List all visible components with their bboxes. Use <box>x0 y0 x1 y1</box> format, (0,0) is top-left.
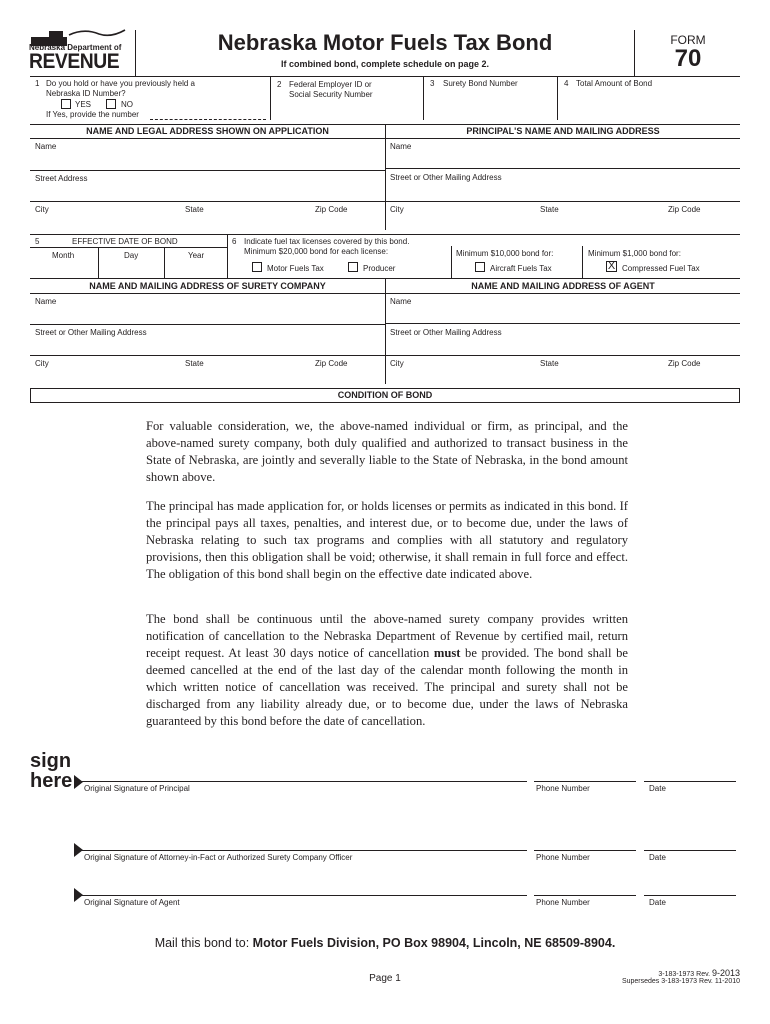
surety-heading: NAME AND MAILING ADDRESS OF SURETY COMPANY <box>89 281 326 291</box>
aircraft-fuels-checkbox[interactable] <box>475 262 485 272</box>
principal-phone-field[interactable] <box>534 781 636 782</box>
row5-top-border <box>30 234 740 235</box>
q1-no-label: NO <box>121 100 133 109</box>
q1-line2: Nebraska ID Number? <box>46 89 126 98</box>
day-label: Day <box>124 251 139 260</box>
condition-paragraph-3 <box>146 611 628 730</box>
compressed-fuel-checkbox[interactable]: X <box>607 260 616 272</box>
agent-signature-field[interactable] <box>80 895 527 896</box>
surety-street-field[interactable] <box>30 355 385 356</box>
row5-row6-divider <box>227 234 228 278</box>
min1k-label: Minimum $1,000 bond for: <box>588 249 681 258</box>
page-title: Nebraska Motor Fuels Tax Bond <box>217 30 553 55</box>
header-divider-left <box>135 30 136 76</box>
motor-fuels-checkbox[interactable] <box>252 262 262 272</box>
sign-label: sign <box>30 750 72 772</box>
principal-zip-label: Zip Code <box>668 205 701 214</box>
q1-no-checkbox[interactable] <box>106 99 116 109</box>
min10k-label: Minimum $10,000 bond for: <box>456 249 554 258</box>
dept-label: Nebraska Department of <box>29 43 122 52</box>
applicant-name-field[interactable] <box>30 170 385 171</box>
q2-line1: Federal Employer ID or <box>289 80 372 89</box>
producer-checkbox[interactable] <box>348 262 358 272</box>
supersedes-info: Supersedes 3-183-1973 Rev. 11-2010 <box>621 978 740 985</box>
agent-zip-label: Zip Code <box>668 359 701 368</box>
mail-instructions <box>0 936 770 950</box>
condition-paragraph-3b: be provided. The bond shall be deemed cancelled at the end of the last day of the calendar month following the month in which written notice of cancellation was received. The principal and surety shall not be discharged from any liability already due, or to become due, under the laws of Nebraska guaranteed by this bond before the date of cancellation. <box>146 646 628 728</box>
q2-line2: Social Security Number <box>289 90 373 99</box>
agent-city-label: City <box>390 359 404 368</box>
condition-heading-box <box>30 388 740 403</box>
agent-name-label: Name <box>390 297 412 306</box>
month-day-divider <box>98 247 99 278</box>
page-number: Page 1 <box>369 973 401 984</box>
surety-name-label: Name <box>35 297 57 306</box>
mail-prefix: Mail this bond to: <box>154 936 250 950</box>
revision-info <box>658 968 740 978</box>
principal-signature-label: Original Signature of Principal <box>84 784 190 793</box>
agent-street-field[interactable] <box>386 355 740 356</box>
q4-number: 4 <box>564 79 569 88</box>
principal-phone-label: Phone Number <box>536 784 590 793</box>
principal-name-label: Name <box>390 142 412 151</box>
surety-zip-label: Zip Code <box>315 359 348 368</box>
applicant-city-label: City <box>35 205 49 214</box>
here-label: here <box>30 770 73 792</box>
attorney-date-field[interactable] <box>644 850 736 851</box>
section1-center-divider <box>385 124 386 230</box>
agent-street-label: Street or Other Mailing Address <box>390 328 502 337</box>
attorney-date-label: Date <box>649 853 666 862</box>
agent-phone-field[interactable] <box>534 895 636 896</box>
q1-number: 1 <box>35 79 40 88</box>
motor-fuels-label: Motor Fuels Tax <box>267 264 324 273</box>
attorney-phone-field[interactable] <box>534 850 636 851</box>
header-divider-right <box>634 30 635 76</box>
q3-label: Surety Bond Number <box>443 79 518 88</box>
condition-paragraph-3a: The bond shall be continuous until the above-named surety company provides written notification of cancellation to the Nebraska Department of Revenue by certified mail, return receipt request. At least 30 days notice of cancellation <box>146 612 628 660</box>
applicant-street-field[interactable] <box>30 201 385 202</box>
sign-here-arrow-icon <box>74 775 83 789</box>
agent-name-field[interactable] <box>386 323 740 324</box>
revision-prefix: 3-183-1973 Rev. <box>658 971 711 978</box>
principal-signature-field[interactable] <box>80 781 527 782</box>
surety-street-label: Street or Other Mailing Address <box>35 328 147 337</box>
principal-name-field[interactable] <box>386 168 740 169</box>
header <box>0 0 770 76</box>
row1-divider-3 <box>423 76 424 120</box>
q1-yes-checkbox[interactable] <box>61 99 71 109</box>
applicant-heading: NAME AND LEGAL ADDRESS SHOWN ON APPLICATION <box>86 126 329 136</box>
agent-heading: NAME AND MAILING ADDRESS OF AGENT <box>471 281 655 291</box>
row1-divider-2 <box>270 76 271 120</box>
q1-yes-label: YES <box>75 100 92 109</box>
form-label: FORM <box>670 33 706 47</box>
q1-line3: If Yes, provide the number <box>46 110 139 119</box>
q3-number: 3 <box>430 79 435 88</box>
surety-city-label: City <box>35 359 49 368</box>
principal-city-label: City <box>390 205 404 214</box>
condition-must: must <box>433 646 461 660</box>
principal-date-label: Date <box>649 784 666 793</box>
condition-paragraph-2: The principal has made application for, or holds licenses or permits as indicated in this bond. If the principal pays all taxes, penalties, and interest due, or to become due, under the laws of Nebraska relating to such tax programs and complies with all statutory and regulatory provisions, then this obligation shall be void; otherwise, it shall remain in full force and effect. The obligation of this bond shall begin on the effective date indicated above. <box>146 499 628 581</box>
nebraska-revenue-logo <box>29 26 133 72</box>
page-subtitle: If combined bond, complete schedule on page 2. <box>280 59 490 69</box>
effective-date-divider <box>30 247 227 248</box>
aircraft-fuels-label: Aircraft Fuels Tax <box>490 264 552 273</box>
surety-name-field[interactable] <box>30 324 385 325</box>
q1-number-field[interactable] <box>150 119 266 120</box>
year-label: Year <box>188 251 205 260</box>
principal-heading: PRINCIPAL'S NAME AND MAILING ADDRESS <box>466 126 660 136</box>
principal-street-field[interactable] <box>386 201 740 202</box>
q1-line1: Do you hold or have you previously held a <box>46 79 195 88</box>
producer-label: Producer <box>363 264 396 273</box>
attorney-signature-field[interactable] <box>80 850 527 851</box>
agent-state-label: State <box>540 359 559 368</box>
attorney-phone-label: Phone Number <box>536 853 590 862</box>
logo-wordmark: REVENUE <box>29 50 120 73</box>
section2-center-divider <box>385 278 386 384</box>
row1-divider-4 <box>557 76 558 120</box>
month-label: Month <box>52 251 75 260</box>
day-year-divider <box>164 247 165 278</box>
condition-paragraph-1: For valuable consideration, we, the above-named individual or firm, as principal, and the above-named surety company, both duly qualified and authorized to transact business in the State of Nebraska, are jointly and severally liable to the State of Nebraska, in the bond amount shown above. <box>146 419 628 484</box>
row6-divider-1k <box>582 246 583 278</box>
agent-date-label: Date <box>649 898 666 907</box>
row6-divider-10k <box>451 246 452 278</box>
agent-phone-label: Phone Number <box>536 898 590 907</box>
row1-top-border <box>30 76 740 77</box>
surety-state-label: State <box>185 359 204 368</box>
applicant-name-label: Name <box>35 142 57 151</box>
mail-address: Motor Fuels Division, PO Box 98904, Lincoln, NE 68509-8904. <box>252 936 616 950</box>
attorney-signature-label: Original Signature of Attorney-in-Fact or Authorized Surety Company Officer <box>84 853 353 862</box>
row6-line2: Minimum $20,000 bond for each license: <box>244 247 389 256</box>
applicant-state-label: State <box>185 205 204 214</box>
agent-date-field[interactable] <box>644 895 736 896</box>
principal-street-label: Street or Other Mailing Address <box>390 173 502 182</box>
row6-number: 6 <box>232 237 237 246</box>
principal-state-label: State <box>540 205 559 214</box>
principal-date-field[interactable] <box>644 781 736 782</box>
row6-line1: Indicate fuel tax licenses covered by this bond. <box>244 237 410 246</box>
applicant-zip-label: Zip Code <box>315 205 348 214</box>
row5-number: 5 <box>35 237 40 246</box>
effective-date-label: EFFECTIVE DATE OF BOND <box>72 237 178 246</box>
agent-signature-label: Original Signature of Agent <box>84 898 180 907</box>
q2-number: 2 <box>277 80 282 89</box>
compressed-fuel-label: Compressed Fuel Tax <box>622 264 700 273</box>
condition-heading: CONDITION OF BOND <box>337 390 433 400</box>
applicant-street-label: Street Address <box>35 174 88 183</box>
revision-date: 9-2013 <box>711 968 740 978</box>
form-number: 70 <box>674 45 702 72</box>
q4-label: Total Amount of Bond <box>576 79 653 88</box>
